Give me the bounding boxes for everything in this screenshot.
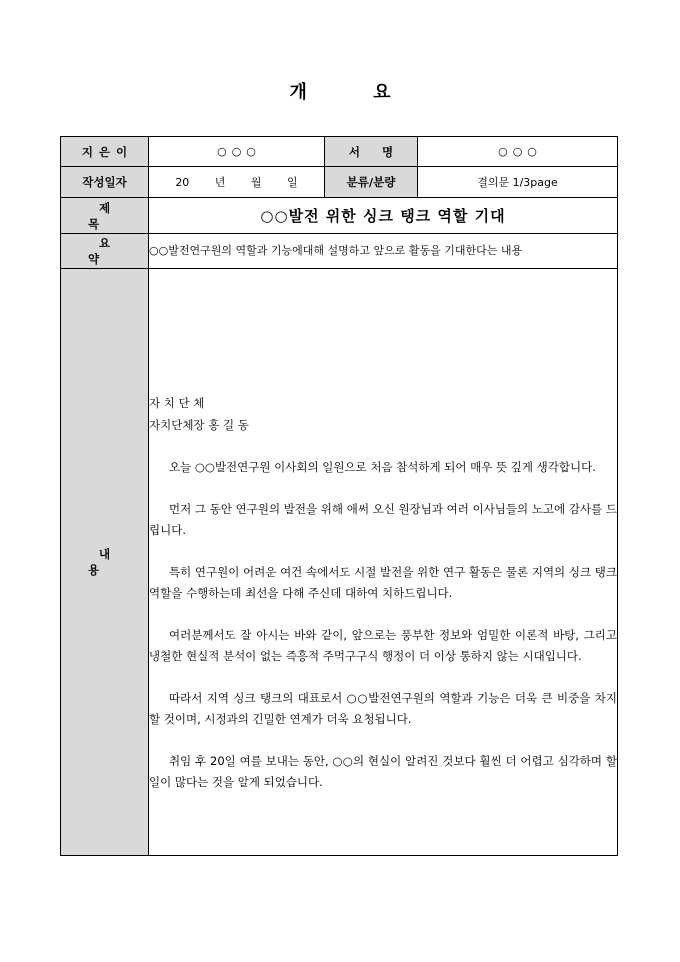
author-row (61, 137, 618, 167)
document-form-table (60, 136, 618, 856)
author-value: ○○○ (149, 137, 325, 167)
date-value: 20 년 월 일 (149, 167, 325, 198)
date-label: 작성일자 (61, 167, 149, 198)
subject-value: ○○발전 위한 싱크 탱크 역할 기대 (149, 198, 618, 234)
signature-value: ○○○ (418, 137, 618, 167)
signature-label: 서명 (325, 137, 418, 167)
category-value: 결의문 1/3page (418, 167, 618, 198)
salutation (149, 392, 617, 436)
date-row (61, 167, 618, 198)
summary-row (61, 234, 618, 269)
paragraph-4: 여러분께서도 잘 아시는 바와 같이, 앞으로는 풍부한 정보와 엄밀한 이론적 바탕, 그리고 냉철한 현실적 분석이 없는 즉흥적 주먹구구식 행정이 더 이상 통하지 않는 시대입니다. (149, 627, 617, 663)
content-row (61, 269, 618, 856)
paragraph-3: 특히 연구원이 어려운 여건 속에서도 시절 발전을 위한 연구 활동은 물론 지역의 싱크 탱크 역할을 수행하는데 최선을 다해 주신데 대하여 치하드립니다. (149, 564, 617, 600)
content-body (149, 269, 618, 856)
author-label: 지은이 (61, 137, 149, 167)
category-label: 분류/분량 (325, 167, 418, 198)
summary-value: ○○발전연구원의 역할과 기능에대해 설명하고 앞으로 활동을 기대한다는 내용 (149, 234, 618, 269)
paragraph-5: 따라서 지역 싱크 탱크의 대표로서 ○○발전연구원의 역할과 기능은 더욱 큰 비중을 차지할 것이며, 시정과의 긴밀한 연계가 더욱 요청됩니다. (149, 690, 617, 726)
content-label: 내용 (61, 269, 149, 856)
paragraph-2: 먼저 그 동안 연구원의 발전을 위해 애써 오신 원장님과 여러 이사님들의 노고에 감사를 드립니다. (149, 501, 617, 537)
subject-row (61, 198, 618, 234)
document-title: 개 요 (289, 82, 421, 103)
paragraph-6: 취임 후 20일 여를 보내는 동안, ○○의 현실이 알려진 것보다 훨씬 더 어렵고 심각하며 할 일이 많다는 것을 알게 되었습니다. (149, 753, 617, 789)
salutation-line-2: 자치단체장 홍 길 동 (149, 417, 249, 432)
summary-label: 요약 (61, 234, 149, 269)
subject-label: 제목 (61, 198, 149, 234)
paragraph-1: 오늘 ○○발전연구원 이사회의 일원으로 처음 참석하게 되어 매우 뜻 깊게 생각합니다. (169, 459, 596, 474)
salutation-line-1: 자 치 단 체 (149, 395, 205, 410)
